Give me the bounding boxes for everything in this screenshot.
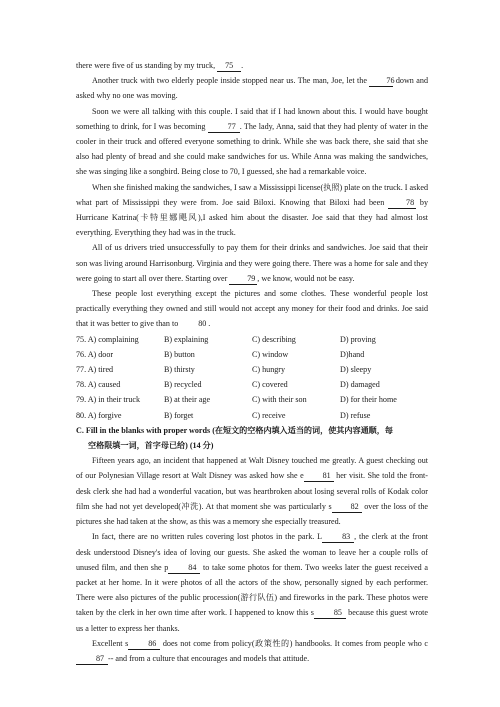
option-78-b[interactable]: B) recycled bbox=[164, 380, 202, 390]
blank-83[interactable]: 83 bbox=[322, 531, 354, 543]
blank-86[interactable]: 86 bbox=[128, 638, 160, 650]
blank-87[interactable]: 87 bbox=[76, 653, 108, 665]
passage-paragraph-76: Another truck with two elderly people inside stopped near us. The man, Joe, let the 76 down and asked why no one was moving. bbox=[76, 76, 428, 101]
option-79-b[interactable]: B) at their age bbox=[164, 395, 211, 405]
section-c-title: C. Fill in the blanks with proper words (在短文的空格内填入适当的词，使其内容通顺，每 bbox=[76, 425, 393, 435]
options-row-78 bbox=[76, 377, 428, 392]
option-80-a[interactable]: 80. A) forgive bbox=[76, 410, 122, 420]
option-80-c[interactable]: C) receive bbox=[252, 410, 286, 420]
passage-line-75: there were five of us standing by my truck, 75 . bbox=[76, 61, 244, 70]
options-row-76 bbox=[76, 347, 428, 362]
option-80-d[interactable]: D) refuse bbox=[340, 410, 371, 420]
option-77-c[interactable]: C) hungry bbox=[252, 365, 286, 375]
section-c-heading bbox=[76, 423, 428, 453]
passage2-paragraph-3: Excellent s 86 does not come from policy(政策性的) handbooks. It comes from people who c87 -- and from a culture that encourages and models that attitude. bbox=[76, 636, 428, 666]
blank-85[interactable]: 85 bbox=[314, 607, 346, 619]
option-80-b[interactable]: B) forget bbox=[164, 410, 194, 420]
blank-78[interactable]: 78 bbox=[388, 197, 416, 209]
blank-77[interactable]: 77 bbox=[208, 121, 240, 133]
option-78-a[interactable]: 78. A) caused bbox=[76, 380, 121, 390]
option-77-a[interactable]: 77. A) tired bbox=[76, 365, 114, 375]
passage2-paragraph-1: Fifteen years ago, an incident that happened at Walt Disney touched me greatly. A guest checking out of our Polynesian Village resort at Walt Disney was asked how she e 81 her visit. She told the front-desk clerk she had had a wonderful vacation, but was heartbroken about losing several rolls of Kodak color film she had not yet developed(冲洗). At that moment she was particularly s 82 over the loss of the pictures she had taken at the show, as this was a memory she especially treasured. bbox=[76, 456, 428, 527]
options-row-80 bbox=[76, 408, 428, 423]
passage-paragraph-77: Soon we were all talking with this couple. I said that if I had known about this. I would have bought something to drink, for I was becoming 77 . The lady, Anna, said that they had plenty of water in the cooler in their truck and offered everyone something to drink. While she was back there, she said that she also had plenty of bread and she could make sandwiches for us. While Anna was making the sandwiches, she was singing like a songbird. Being close to 70, I guessed, she had a remarkable voice. bbox=[76, 106, 428, 177]
section-c-instruction: 空格限填一词，首字母已给) (14 分) bbox=[88, 441, 214, 451]
option-75-c[interactable]: C) describing bbox=[252, 334, 296, 344]
option-79-c[interactable]: C) with their son bbox=[252, 395, 307, 405]
options-row-79 bbox=[76, 392, 428, 407]
blank-82[interactable]: 82 bbox=[332, 501, 362, 513]
blank-79[interactable]: 79 bbox=[229, 273, 257, 285]
blank-76[interactable]: 76 bbox=[369, 75, 393, 87]
option-76-b[interactable]: B) button bbox=[164, 349, 195, 359]
option-79-d[interactable]: D) for their home bbox=[340, 395, 397, 405]
blank-80[interactable]: 80 bbox=[198, 319, 207, 329]
option-78-c[interactable]: C) covered bbox=[252, 380, 288, 390]
option-79-a[interactable]: 79. A) in their truck bbox=[76, 395, 141, 405]
option-76-c[interactable]: C) window bbox=[252, 349, 289, 359]
option-75-b[interactable]: B) explaining bbox=[164, 334, 209, 344]
passage-paragraph-79: All of us drivers tried unsuccessfully to pay them for their drinks and sandwiches. Joe said that their son was living around Harrisonburg. Virginia and they were going there. There was a home for sale and they were going to start all over there. Starting over 79 , we know, would not be easy. bbox=[76, 243, 428, 283]
blank-75[interactable]: 75 bbox=[217, 60, 241, 72]
option-77-d[interactable]: D) sleepy bbox=[340, 365, 372, 375]
blank-84[interactable]: 84 bbox=[168, 562, 200, 574]
option-75-a[interactable]: 75. A) complaining bbox=[76, 334, 139, 344]
options-row-75 bbox=[76, 332, 428, 347]
option-75-d[interactable]: D) proving bbox=[340, 334, 376, 344]
option-76-a[interactable]: 76. A) door bbox=[76, 349, 114, 359]
passage-paragraph-80: These people lost everything except the pictures and some clothes. These wonderful people lost practically everything they owned and still would not accept any money for their food and drinks. Joe said that it was better to give than to 80 . bbox=[76, 289, 428, 329]
passage-paragraph-78: When she finished making the sandwiches, I saw a Mississippi license(执照) plate on the truck. I asked what part of Mississippi they were from. Joe said Biloxi. Knowing that Biloxi had been 78 by Hurricane Katrina(卡特里娜飓风),I asked him about the disaster. Joe said that they had almost lost everything. Everything they had was in the truck. bbox=[76, 182, 428, 238]
options-row-77 bbox=[76, 362, 428, 377]
option-76-d[interactable]: D)hand bbox=[340, 349, 365, 359]
option-78-d[interactable]: D) damaged bbox=[340, 380, 380, 390]
option-77-b[interactable]: B) thirsty bbox=[164, 365, 195, 375]
passage2-paragraph-2: In fact, there are no written rules covering lost photos in the park. L 83 , the clerk at the front desk understood Disney's idea of loving our guests. She asked the woman to leave her a couple rolls of unused film, and then she p 84 to take some photos for them. Two weeks later the guest received a packet at her home. In it were photos of all the actors of the show, personally signed by each performer. There were also pictures of the public procession(游行队伍) and fireworks in the park. These photos were taken by the clerk in her own time after work. I happened to know this s 85 because this guest wrote us a letter to express her thanks. bbox=[76, 532, 429, 633]
document-page bbox=[76, 58, 428, 666]
blank-81[interactable]: 81 bbox=[304, 470, 334, 482]
